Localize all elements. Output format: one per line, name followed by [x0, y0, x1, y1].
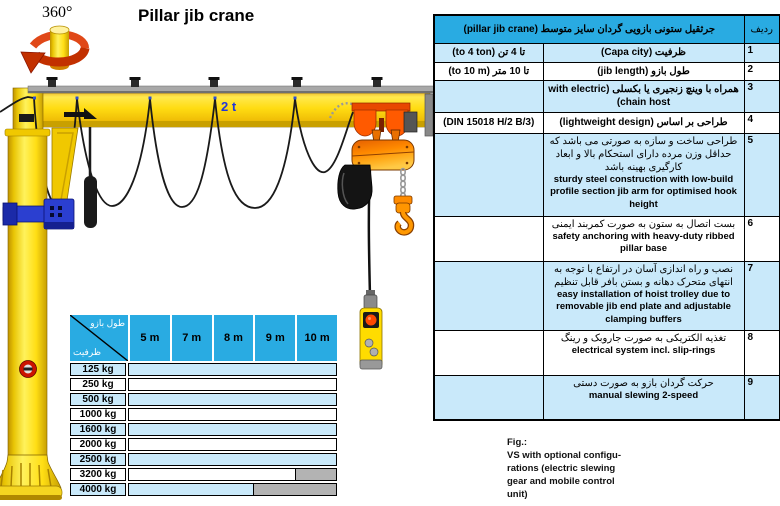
spec-desc-en: electrical system incl. slip-rings: [571, 344, 716, 356]
spec-desc-fa: حرکت گردان بازو به صورت دستی: [573, 377, 714, 389]
availability-strip: [128, 453, 337, 466]
pillar: [0, 128, 78, 500]
caption-line: gear and mobile control: [507, 476, 615, 487]
caption-line: unit): [507, 489, 528, 500]
pendant-button: [370, 348, 378, 356]
rotation-360-icon: [21, 26, 85, 73]
capacity-label: 4000 kg: [70, 483, 126, 496]
spec-value: (DIN 15018 H/2 B/3): [443, 117, 535, 128]
capacity-label: 2500 kg: [70, 453, 126, 466]
spec-row-number: 6: [744, 216, 780, 261]
page-title: Pillar jib crane: [138, 6, 255, 25]
spec-desc-en: safety anchoring with heavy-duty ribbed pillar base: [552, 230, 735, 254]
caption-line: Fig.:: [507, 437, 528, 448]
spec-row-column-header: ردیف: [744, 15, 780, 43]
spec-row-number: 3: [744, 80, 780, 112]
spec-desc-en: sturdy steel construction with low-build profile section jib arm for optimised hook height: [550, 173, 737, 210]
spec-desc-fa: نصب و راه اندازی آسان در ارتفاع با توجه به انتهای متحرک دهانه و بستن بافر قابل تنظیم: [554, 263, 733, 288]
rotation-360-label: 360°: [42, 4, 73, 21]
availability-strip: [128, 438, 337, 451]
pendant-button: [365, 339, 373, 347]
jib-end-plate: [425, 94, 433, 136]
spec-desc: همراه با وینچ زنجیری یا بکسلی (with electric chain host): [548, 84, 739, 108]
capacity-row: [70, 453, 337, 466]
capacity-row: [70, 438, 337, 451]
capacity-label: 500 kg: [70, 393, 126, 406]
capacity-row: [70, 423, 337, 436]
spec-row-number: 2: [744, 62, 780, 80]
ribbed-base: [0, 455, 62, 500]
capacity-row: [70, 393, 337, 406]
column-header: 7 m: [172, 315, 212, 361]
trolley-bracket: [404, 112, 417, 132]
unavailable-cell: [295, 469, 336, 480]
limit-switch: [20, 361, 37, 378]
corner-capacity-label: ظرفیت: [73, 347, 101, 357]
spec-row-number: 5: [744, 133, 780, 216]
availability-strip: [128, 468, 337, 481]
spec-desc-en: easy installation of hoist trolley due to removable jib end plate and adjustable clamping buffers: [556, 288, 731, 325]
column-header: 10 m: [297, 315, 337, 361]
spec-row: [434, 133, 780, 216]
availability-strip: [128, 408, 337, 421]
spec-desc-fa: بست اتصال به ستون به صورت کمربند ایمنی: [551, 218, 736, 230]
capacity-marking: 2 t: [221, 99, 237, 114]
spec-desc-fa: طراحی ساخت و سازه به صورتی می باشد که حداقل وزن مرده دارای استحکام بالا و ابعاد کارگیری بهینه باشد: [549, 135, 738, 173]
spec-row: [434, 375, 780, 420]
caption-line: rations (electric slewing: [507, 463, 616, 474]
capacity-row: [70, 378, 337, 391]
column-header: 9 m: [255, 315, 295, 361]
capacity-label: 1000 kg: [70, 408, 126, 421]
availability-strip: [128, 393, 337, 406]
spec-row-number: 1: [744, 43, 780, 62]
spec-desc-fa: تغذیه الکتریکی به صورت جاروبک و رینگ: [560, 332, 727, 344]
spec-row: [434, 112, 780, 133]
column-header: 5 m: [130, 315, 170, 361]
capacity-label: 3200 kg: [70, 468, 126, 481]
capacity-label: 2000 kg: [70, 438, 126, 451]
capacity-corner-cell: [70, 315, 128, 361]
spec-row: [434, 43, 780, 62]
spec-row: [434, 62, 780, 80]
capacity-row: [70, 468, 337, 481]
chain-hoist: [338, 140, 414, 296]
spec-row-number: 7: [744, 261, 780, 330]
spec-row-number: 9: [744, 375, 780, 420]
spec-row-number: 4: [744, 112, 780, 133]
capacity-label: 250 kg: [70, 378, 126, 391]
spec-row: [434, 330, 780, 375]
spec-desc: ظرفیت (Capa city): [601, 47, 687, 58]
gusset-bracket: [52, 128, 78, 207]
unavailable-cell: [253, 484, 336, 495]
column-header: 8 m: [214, 315, 254, 361]
rail-posts: [47, 77, 383, 87]
spec-table-title: جرثقیل ستونی بازویی گردان سایز متوسط (pillar jib crane): [434, 15, 744, 43]
hook: [394, 196, 412, 232]
capacity-table-header: [70, 315, 337, 361]
spec-row: [434, 261, 780, 330]
capacity-row: [70, 483, 337, 496]
spec-value: تا 4 تن (to 4 ton): [452, 47, 526, 58]
capacity-label: 1600 kg: [70, 423, 126, 436]
corner-jib-length-label: طول بازو: [90, 318, 125, 328]
emergency-button: [366, 315, 377, 326]
spec-row: [434, 80, 780, 112]
capacity-label: 125 kg: [70, 363, 126, 376]
capacity-row: [70, 363, 337, 376]
availability-strip: [128, 363, 337, 376]
spec-desc: طول بازو (jib length): [597, 65, 690, 77]
availability-strip: [128, 378, 337, 391]
spec-value: تا 10 متر (to 10 m): [448, 65, 530, 77]
spec-desc-en: manual slewing 2-speed: [588, 389, 699, 401]
figure-caption: [507, 436, 627, 501]
spec-desc: طراحی بر اساس (lightweight design): [559, 117, 728, 128]
spec-row-number: 8: [744, 330, 780, 375]
load-chain: [401, 169, 405, 200]
availability-strip: [128, 483, 337, 496]
caption-line: VS with optional configu-: [507, 450, 621, 461]
spec-table: [433, 14, 780, 421]
availability-strip: [128, 423, 337, 436]
pendant-control: [360, 290, 382, 369]
capacity-row: [70, 408, 337, 421]
spec-row: [434, 216, 780, 261]
capacity-table: [70, 315, 337, 496]
jib-top-rail: [28, 77, 440, 93]
